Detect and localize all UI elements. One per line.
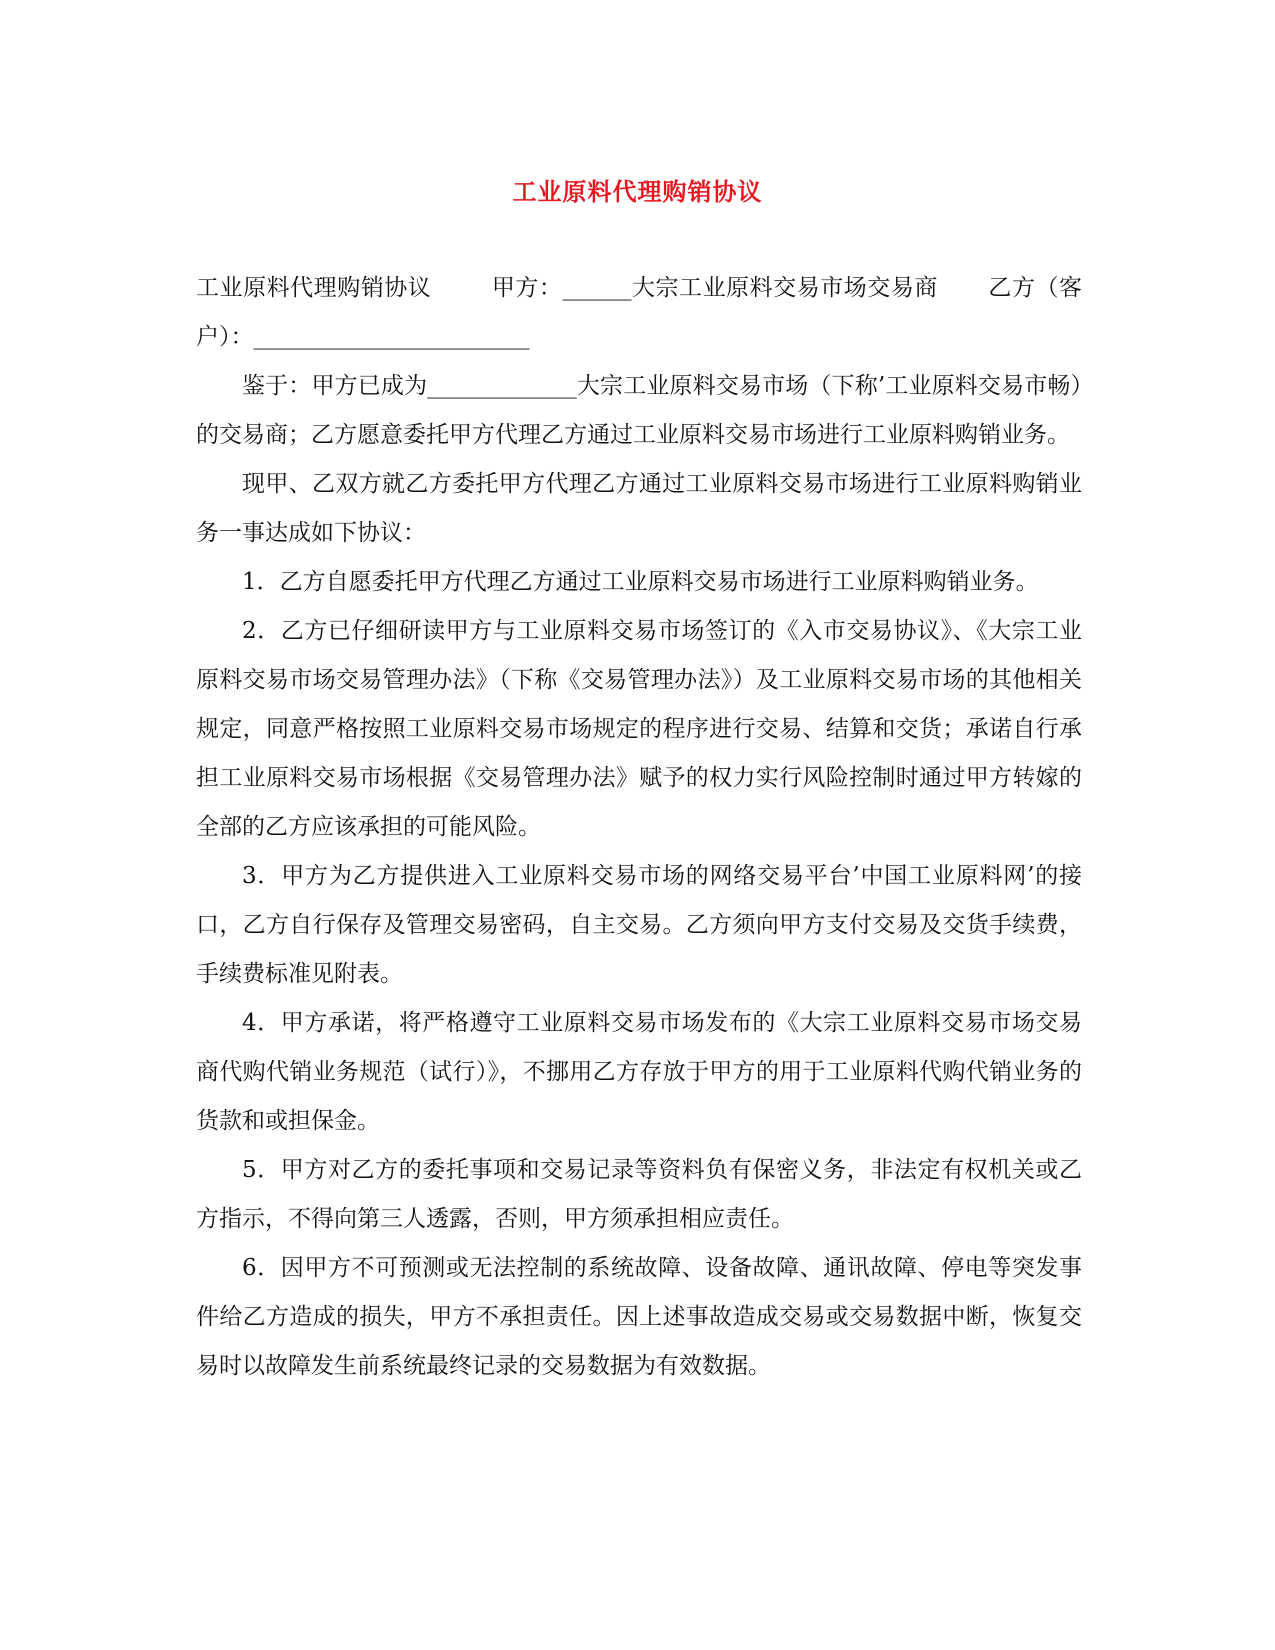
whereas-clause-1-suffix: 大宗工业原料交易市场（下称’工业原料交易市畅）的交易商；: [196, 373, 1083, 448]
clause-3: 3．甲方为乙方提供进入工业原料交易市场的网络交易平台’中国工业原料网’的接口，乙方自行保存及管理交易密码，自主交易。乙方须向甲方支付交易及交货手续费，手续费标准见附表。: [196, 863, 1082, 987]
document-title: 工业原料代理购销协议: [512, 177, 763, 206]
whereas-paragraph: [196, 362, 1082, 460]
document-body: [196, 264, 1082, 1391]
whereas-clause-1-blank: _____________: [427, 373, 577, 399]
party-b-label: 乙方（客户）：: [196, 275, 1082, 350]
whereas-clause-2: 乙方愿意委托甲方代理乙方通过工业原料交易市场进行工业原料购销业务。: [311, 422, 1070, 448]
party-a-text: 大宗工业原料交易市场交易商: [631, 275, 938, 301]
intro-paragraph: [196, 264, 1082, 362]
clause-2: 2．乙方已仔细研读甲方与工业原料交易市场签订的《入市交易协议》、《大宗工业原料交易市场交易管理办法》（下称《交易管理办法》）及工业原料交易市场的其他相关规定，同意严格按照工业原料交易市场规定的程序进行交易、结算和交货；承诺自行承担工业原料交易市场根据《交易管理办法》赋予的权力实行风险控制时通过甲方转嫁的全部的乙方应该承担的可能风险。: [196, 618, 1082, 840]
party-b-blank: ________________________: [253, 324, 530, 350]
clause-5: 5．甲方对乙方的委托事项和交易记录等资料负有保密义务，非法定有权机关或乙方指示，不得向第三人透露，否则，甲方须承担相应责任。: [196, 1157, 1082, 1232]
party-a-blank: ______: [562, 275, 632, 301]
whereas-label: 鉴于：: [242, 373, 312, 399]
party-a-label: 甲方：: [491, 275, 563, 301]
intro-agreement-name: 工业原料代理购销协议: [196, 275, 432, 301]
clause-1: 1．乙方自愿委托甲方代理乙方通过工业原料交易市场进行工业原料购销业务。: [242, 569, 1039, 595]
clause-4: 4．甲方承诺，将严格遵守工业原料交易市场发布的《大宗工业原料交易市场交易商代购代销业务规范（试行）》，不挪用乙方存放于甲方的用于工业原料代购代销业务的货款和或担保金。: [196, 1010, 1082, 1134]
whereas-clause-1-prefix: 甲方已成为: [311, 373, 428, 399]
clause-6: 6．因甲方不可预测或无法控制的系统故障、设备故障、通讯故障、停电等突发事件给乙方造成的损失，甲方不承担责任。因上述事故造成交易或交易数据中断，恢复交易时以故障发生前系统最终记录的交易数据为有效数据。: [196, 1255, 1082, 1379]
preamble-paragraph: 现甲、乙双方就乙方委托甲方代理乙方通过工业原料交易市场进行工业原料购销业务一事达成如下协议：: [196, 471, 1082, 546]
